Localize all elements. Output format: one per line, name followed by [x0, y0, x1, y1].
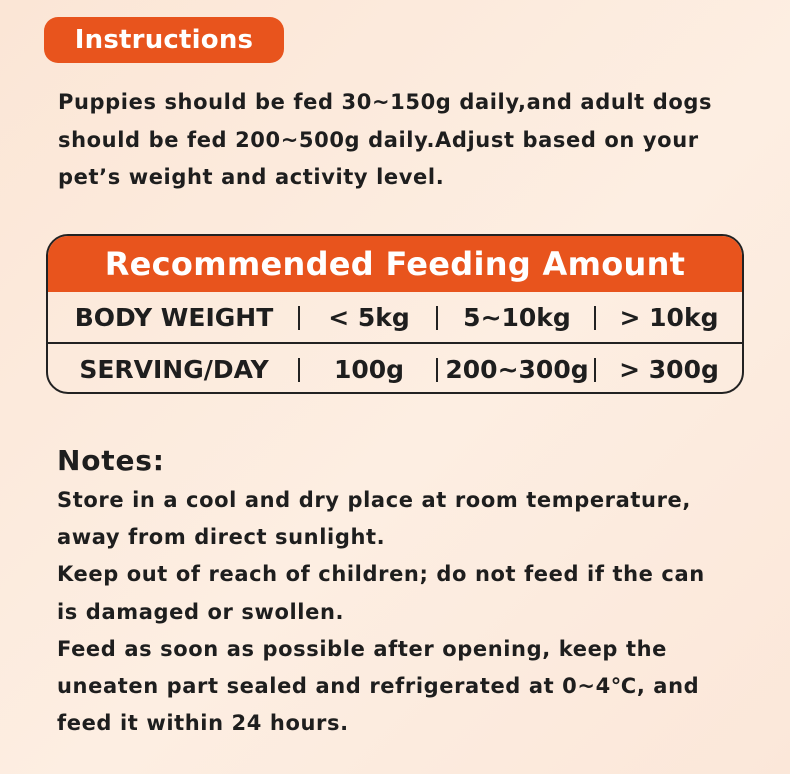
intro-line: pet’s weight and activity level.: [58, 165, 445, 189]
table-cell: > 10kg: [619, 302, 719, 332]
intro-line: Puppies should be fed 30~150g daily,and adult dogs: [58, 90, 713, 114]
note-line: is damaged or swollen.: [57, 599, 345, 624]
table-row-serving: [48, 344, 742, 394]
feeding-amount-table: [46, 234, 744, 394]
table-cell: 200~300g: [438, 344, 596, 394]
note-line: feed it within 24 hours.: [57, 711, 349, 736]
instructions-label: Instructions: [44, 17, 284, 63]
notes-title: Notes:: [57, 444, 165, 477]
feeding-instructions-text: [58, 84, 758, 197]
table-cell: 5~10kg: [438, 292, 596, 342]
notes-text: [57, 482, 757, 742]
table-cell: SERVING/DAY: [48, 344, 300, 394]
table-cell: 100g: [300, 344, 438, 394]
note-line: Feed as soon as possible after opening, keep the: [57, 636, 667, 661]
table-cell: BODY WEIGHT: [48, 292, 300, 342]
table-cell: < 5kg: [300, 292, 438, 342]
table-title: Recommended Feeding Amount: [48, 236, 742, 292]
note-line: Store in a cool and dry place at room temperature,: [57, 488, 691, 512]
note-line: away from direct sunlight.: [57, 525, 386, 550]
note-line: uneaten part sealed and refrigerated at 0~4℃, and: [57, 674, 700, 699]
table-row-body-weight: [48, 292, 742, 344]
intro-line: should be fed 200~500g daily.Adjust based on your: [58, 127, 699, 152]
note-line: Keep out of reach of children; do not feed if the can: [57, 562, 705, 587]
table-cell: > 300g: [619, 354, 719, 384]
